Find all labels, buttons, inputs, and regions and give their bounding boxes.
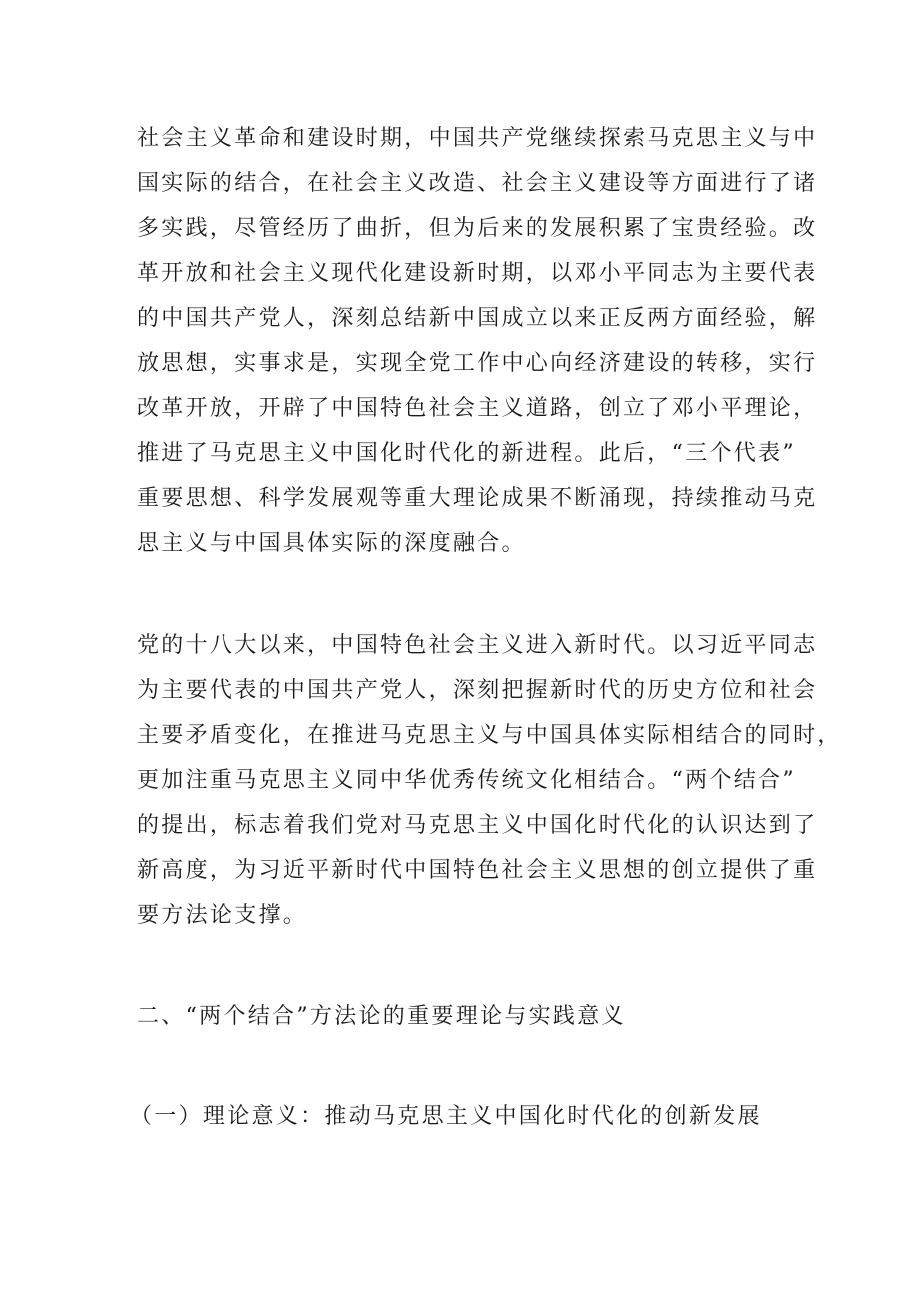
paragraph-line: 重要思想、科学发展观等重大理论成果不断涌现，持续推动马克 xyxy=(137,486,818,511)
paragraph-line: 革开放和社会主义现代化建设新时期，以邓小平同志为主要代表 xyxy=(137,261,818,286)
paragraph-line: 多实践，尽管经历了曲折，但为后来的发展积累了宝贵经验。改 xyxy=(137,216,818,241)
paragraph-line: 为主要代表的中国共产党人，深刻把握新时代的历史方位和社会 xyxy=(137,678,818,703)
paragraph-line: 更加注重马克思主义同中华优秀传统文化相结合。“两个结合” xyxy=(137,768,796,793)
section-heading: 二、“两个结合”方法论的重要理论与实践意义 xyxy=(137,1004,626,1029)
paragraph-line: 社会主义革命和建设时期，中国共产党继续探索马克思主义与中 xyxy=(137,126,818,151)
paragraph-line: 的提出，标志着我们党对马克思主义中国化时代化的认识达到了 xyxy=(137,813,818,838)
paragraph-line: 的中国共产党人，深刻总结新中国成立以来正反两方面经验，解 xyxy=(137,306,818,331)
paragraph-line: 改革开放，开辟了中国特色社会主义道路，创立了邓小平理论， xyxy=(137,396,818,421)
paragraph-line: 国实际的结合，在社会主义改造、社会主义建设等方面进行了诸 xyxy=(137,171,818,196)
paragraph-line: 主要矛盾变化，在推进马克思主义与中国具体实际相结合的同时， xyxy=(137,723,842,748)
paragraph-line: 放思想，实事求是，实现全党工作中心向经济建设的转移，实行 xyxy=(137,351,818,376)
paragraph-line: 思主义与中国具体实际的深度融合。 xyxy=(137,531,526,556)
subsection-heading: （一）理论意义：推动马克思主义中国化时代化的创新发展 xyxy=(130,1104,762,1129)
paragraph-line: 要方法论支撑。 xyxy=(137,903,308,928)
paragraph-line: 推进了马克思主义中国化时代化的新进程。此后，“三个代表” xyxy=(137,441,796,466)
paragraph-line: 新高度，为习近平新时代中国特色社会主义思想的创立提供了重 xyxy=(137,858,818,883)
paragraph-line: 党的十八大以来，中国特色社会主义进入新时代。以习近平同志 xyxy=(137,633,818,658)
